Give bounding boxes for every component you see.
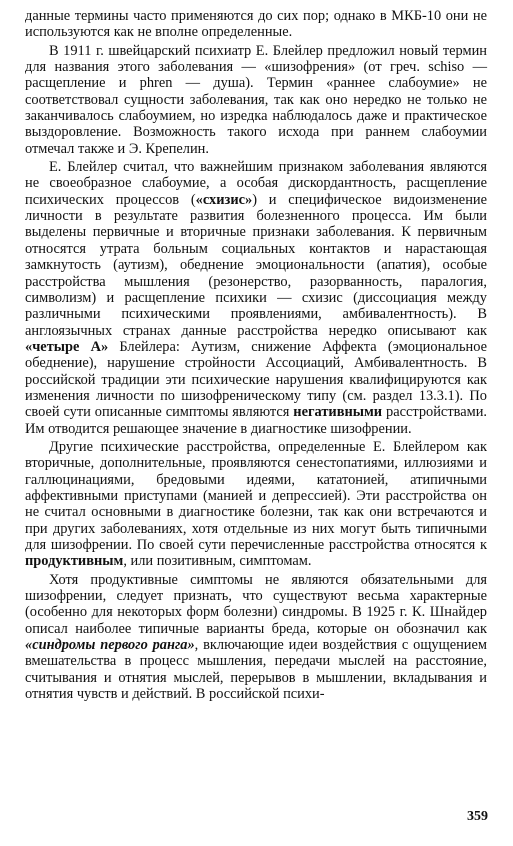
emphasis-text: «синдромы первого ранга» [25,637,195,654]
text-run: расстройствами. Им отводится решающее значение в диагностике шизофрении. [25,404,488,437]
bold-term: продуктивным [25,553,124,570]
page-number: 359 [467,809,488,824]
bold-term: «четыре А» [25,338,109,355]
paragraph [25,439,487,570]
text-run: ) и специфическое видоизменение личности в результате развития болезненного процесса. Им были выделены первичные и вторичные признаки заболевания. К первичным относятся утрата больным социальных контактов и нарастающая замкнутость (аутизм), обеднение эмоциональности (апатия), особые расстройства мышления (резонерство, разорванность, паралогия, символизм) и расщепление психики — схизис (диссоциация между различными психическими проявлениями, амбивалентность). В англоязычных странах данные расстройства нередко описывают как [25,191,487,339]
bold-term: негативными [293,404,383,421]
text-run: данные термины часто применяются до сих пор; однако в МКБ-10 они не используются как не вполне определенные. [25,8,487,41]
paragraph [25,572,487,703]
bold-term: «схизис» [195,191,253,208]
paragraph [25,159,487,437]
text-run: Е. Блейлер считал, что важнейшим признаком заболевания являются не своеобразное слабоумие, а особая дискордантность, расщепление психических процессов ( [25,159,487,208]
text-run: Блейлера: Аутизм, снижение Аффекта (эмоциональное обеднение), нарушение стройности Ассоциаций, Амбивалентность. В российской традиции эти психические нарушения квалифицируются как изменения личности по шизофреническому типу (см. раздел 13.3.1). По своей сути описанные симптомы являются [25,338,487,421]
page-text [25,8,487,702]
paragraph [25,43,487,157]
text-run: В 1911 г. швейцарский психиатр Е. Блейлер предложил новый термин для названия этого заболевания — «шизофрения» (от греч. schiso — расщепление и phren — душа). Термин «раннее слабоумие» не соответствовал сущности заболевания, так как оно нередко не только не заканчивалось слабоумием, но изредка наблюдалось даже и практическое выздоровление. Возможность такого исхода при раннем слабоумии отмечал также и Э. Крепелин. [25,42,487,157]
paragraph [25,8,487,41]
text-run: Хотя продуктивные симптомы не являются обязательными для шизофрении, следует признать, что существуют весьма характерные (особенно для некоторых форм болезни) синдромы. В 1925 г. К. Шнайдер описал наиболее типичные варианты бреда, которые он обозначил как [25,571,487,637]
text-run: , включающие идеи воздействия с ощущением вмешательства в процесс мышления, передачи мыслей на расстояние, считывания и отнятия мыслей, перерывов в мышлении, вкладывания и отнятия чувств и действий. В российской психи- [25,637,487,703]
text-run: Другие психические расстройства, определенные Е. Блейлером как вторичные, дополнительные, проявляются сенестопатиями, иллюзиями и галлюцинациями, бредовыми идеями, кататонией, атипичными аффективными приступами (манией и депрессией). Эти расстройства он не считал основными в диагностике болезни, так как они встречаются и при других заболеваниях, хотя отдельные из них могут быть типичными для шизофрении. По своей сути перечисленные расстройства относятся к [25,438,487,553]
text-run: , или позитивным, симптомам. [123,553,312,570]
